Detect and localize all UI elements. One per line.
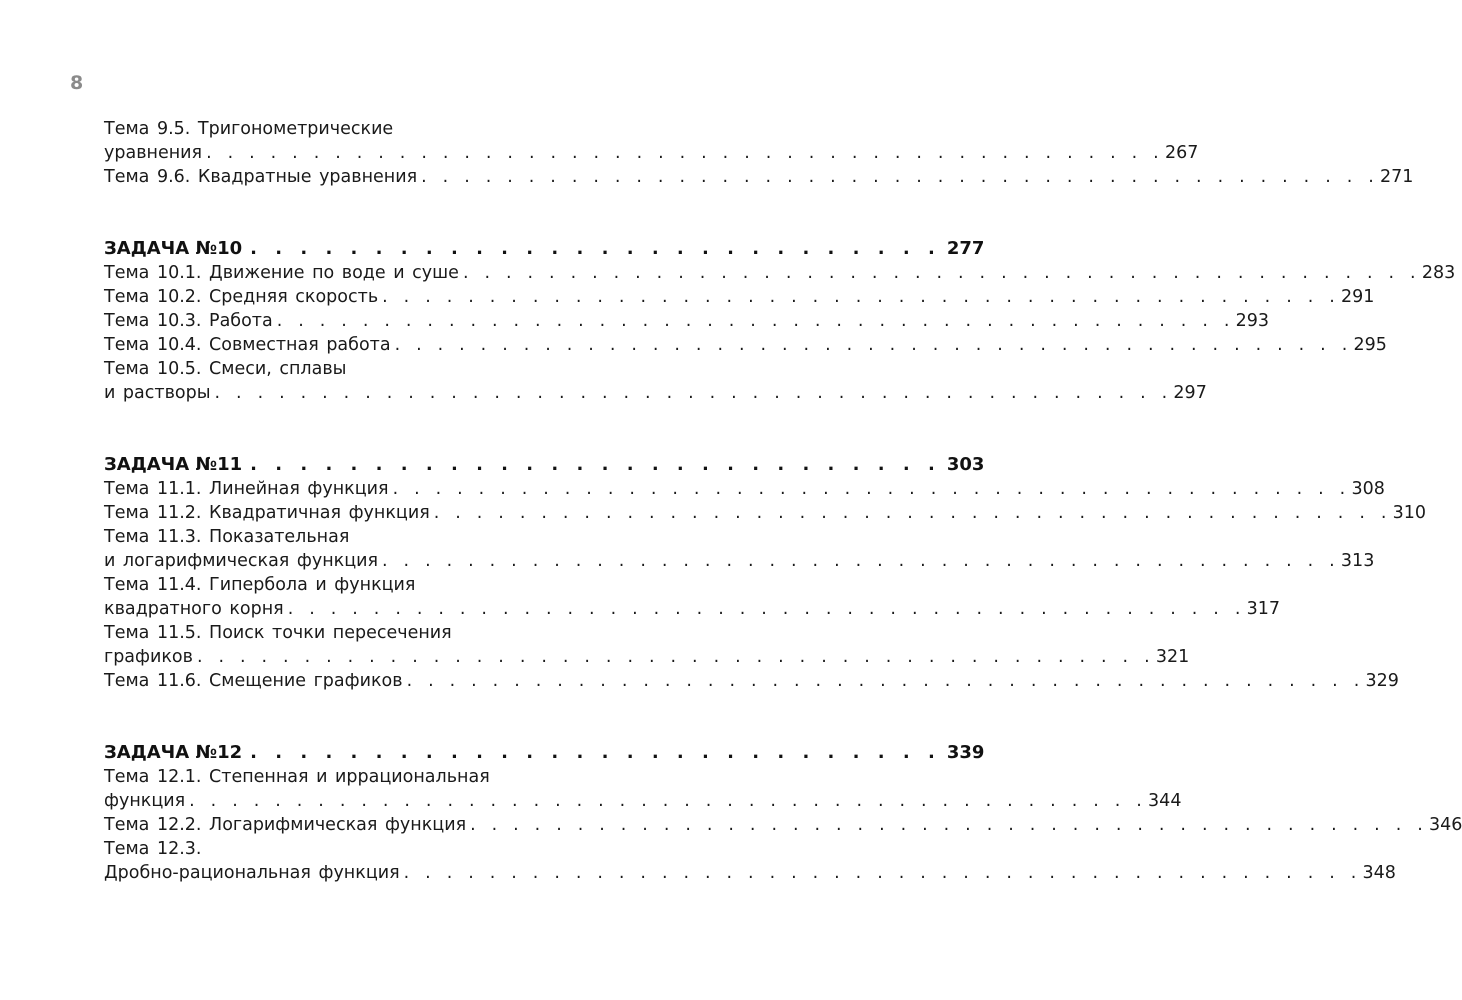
toc-entry[interactable] (104, 765, 1182, 813)
leader-dots: . . . . . . . . . . . . . . . . . . . . . . . . . . . . . . . . . . . . . . . . . . . . . (433, 503, 1391, 523)
leader-dots: . . . . . . . . . . . . . . . . . . . . . . . . . . . . (250, 454, 941, 475)
section-heading-title: ЗАДАЧА №11 (104, 454, 243, 475)
toc-entry-line (104, 573, 535, 597)
section-heading-title: ЗАДАЧА №12 (104, 742, 243, 763)
toc-entry-page: 297 (1173, 383, 1207, 403)
toc-entry-text: Дробно-рациональная функция (104, 863, 400, 883)
toc-entry-line (104, 837, 535, 861)
toc-entry-page: 321 (1155, 647, 1190, 667)
section-gap (104, 405, 535, 453)
toc-entry-page: 317 (1246, 599, 1280, 619)
toc-entry-text: и логарифмическая функция (104, 551, 379, 571)
toc-entry-line (104, 645, 1190, 669)
toc-entry-line (104, 381, 1207, 405)
toc-entry-line (104, 525, 535, 549)
section-heading[interactable] (104, 237, 985, 261)
toc-entry-text: Тема 11.1. Линейная функция (104, 479, 389, 499)
toc-entry-text: Тема 12.1. Степенная и иррациональная (104, 767, 490, 787)
toc-entry-line (104, 861, 1396, 885)
leader-dots: . . . . . . . . . . . . . . . . . . . . . . . . . . . . . . . . . . . . . . . . . . . . . (392, 479, 1350, 499)
toc-entry[interactable] (104, 621, 1190, 669)
leader-dots: . . . . . . . . . . . . . . . . . . . . . . . . . . . . . . . . . . . . . . . . . . . . . (382, 551, 1339, 571)
toc-entry[interactable] (104, 285, 1375, 309)
toc-entry-line (104, 597, 1280, 621)
toc-section (104, 117, 1414, 189)
toc-entry-text: функция (104, 791, 186, 811)
leader-dots: . . . . . . . . . . . . . . . . . . . . . . . . . . . . . . . . . . . . . . . . . . . . . (276, 311, 1234, 331)
toc-entry-line (104, 261, 1456, 285)
section-heading[interactable] (104, 741, 985, 765)
toc-entry-page: 348 (1362, 863, 1396, 883)
toc-entry-page: 295 (1353, 335, 1387, 355)
section-gap (104, 189, 535, 237)
leader-dots: . . . . . . . . . . . . . . . . . . . . . . . . . . . . . . . . . . . . . . . . . . . . . (189, 791, 1147, 811)
toc-entry[interactable] (104, 501, 1427, 525)
toc-entry-text: Тема 12.3. (104, 839, 202, 859)
toc-entry-text: Тема 10.5. Смеси, сплавы (104, 359, 347, 379)
toc-entry-page: 329 (1365, 671, 1399, 691)
toc-section (104, 453, 1427, 693)
toc-entry-text: и растворы (104, 383, 211, 403)
leader-dots: . . . . . . . . . . . . . . . . . . . . . . . . . . . . . . . . . . . . . . . . . . . . . (196, 647, 1154, 667)
toc-entry-line (104, 621, 535, 645)
toc-entry-line (104, 117, 535, 141)
toc-entry[interactable] (104, 309, 1270, 333)
section-heading-page: 277 (946, 238, 985, 259)
toc-entry-line (104, 765, 535, 789)
toc-entry[interactable] (104, 525, 1375, 573)
toc-entry-page: 310 (1392, 503, 1427, 523)
toc-entry-line (104, 165, 1414, 189)
leader-dots: . . . . . . . . . . . . . . . . . . . . . . . . . . . . . . . . . . . . . . . . . . . . . (287, 599, 1245, 619)
toc-entry-text: графиков (104, 647, 193, 667)
toc-entry-text: уравнения (104, 143, 203, 163)
leader-dots: . . . . . . . . . . . . . . . . . . . . . . . . . . . . . . . . . . . . . . . . . . . . . (206, 143, 1163, 163)
toc-entry-text: Тема 9.5. Тригонометрические (104, 119, 394, 139)
toc-entry-line (104, 141, 1199, 165)
toc-entry-page: 267 (1164, 143, 1199, 163)
toc-entry[interactable] (104, 333, 1387, 357)
toc-entry-line (104, 309, 1270, 333)
toc-entry-line (104, 333, 1387, 357)
toc-entry[interactable] (104, 261, 1456, 285)
leader-dots: . . . . . . . . . . . . . . . . . . . . . . . . . . . . . . . . . . . . . . . . . . . . . (421, 167, 1379, 187)
toc-entry-page: 344 (1148, 791, 1182, 811)
toc-entry[interactable] (104, 573, 1280, 621)
section-heading-page: 303 (946, 454, 985, 475)
section-heading[interactable] (104, 453, 985, 477)
toc-entry-text: Тема 11.3. Показательная (104, 527, 350, 547)
toc-entry[interactable] (104, 669, 1399, 693)
toc-entry-page: 271 (1380, 167, 1414, 187)
toc-entry-text: Тема 10.2. Средняя скорость (104, 287, 379, 307)
toc-entry-line (104, 357, 535, 381)
section-heading-title: ЗАДАЧА №10 (104, 238, 243, 259)
toc-entry-page: 283 (1421, 263, 1456, 283)
leader-dots: . . . . . . . . . . . . . . . . . . . . . . . . . . . . . . . . . . . . . . . . . . . . . (394, 335, 1352, 355)
toc-entry-text: Тема 11.5. Поиск точки пересечения (104, 623, 452, 643)
table-of-contents (104, 117, 1462, 885)
leader-dots: . . . . . . . . . . . . . . . . . . . . . . . . . . . . . . . . . . . . . . . . . . . . . (406, 671, 1364, 691)
toc-entry-text: Тема 10.3. Работа (104, 311, 273, 331)
toc-entry-page: 293 (1235, 311, 1270, 331)
leader-dots: . . . . . . . . . . . . . . . . . . . . . . . . . . . . . . . . . . . . . . . . . . . . . (214, 383, 1172, 403)
page-number: 8 (70, 72, 84, 94)
leader-dots: . . . . . . . . . . . . . . . . . . . . . . . . . . . . . . . . . . . . . . . . . . . . . (462, 263, 1420, 283)
toc-entry-text: Тема 11.4. Гипербола и функция (104, 575, 416, 595)
toc-entry-line (104, 285, 1375, 309)
toc-entry-page: 291 (1341, 287, 1375, 307)
toc-entry[interactable] (104, 477, 1385, 501)
toc-entry-line (104, 669, 1399, 693)
toc-entry-page: 313 (1340, 551, 1375, 571)
toc-entry[interactable] (104, 357, 1207, 405)
toc-entry-line (104, 813, 1462, 837)
toc-entry[interactable] (104, 117, 1199, 165)
toc-entry-text: Тема 10.4. Совместная работа (104, 335, 391, 355)
toc-section (104, 237, 1456, 405)
toc-entry-line (104, 549, 1375, 573)
toc-entry-page: 308 (1351, 479, 1385, 499)
toc-entry[interactable] (104, 165, 1414, 189)
leader-dots: . . . . . . . . . . . . . . . . . . . . . . . . . . . . (250, 742, 941, 763)
section-gap (104, 693, 535, 741)
toc-entry-text: Тема 12.2. Логарифмическая функция (104, 815, 467, 835)
toc-entry[interactable] (104, 837, 1396, 885)
toc-entry-line (104, 789, 1182, 813)
leader-dots: . . . . . . . . . . . . . . . . . . . . . . . . . . . . . . . . . . . . . . . . . . . . . (403, 863, 1361, 883)
toc-entry-text: Тема 10.1. Движение по воде и суше (104, 263, 459, 283)
toc-entry[interactable] (104, 813, 1462, 837)
toc-entry-text: Тема 11.2. Квадратичная функция (104, 503, 430, 523)
leader-dots: . . . . . . . . . . . . . . . . . . . . . . . . . . . . (250, 238, 941, 259)
section-heading-page: 339 (946, 742, 985, 763)
toc-entry-text: квадратного корня (104, 599, 284, 619)
leader-dots: . . . . . . . . . . . . . . . . . . . . . . . . . . . . . . . . . . . . . . . . . . . . . (382, 287, 1340, 307)
toc-entry-text: Тема 11.6. Смещение графиков (104, 671, 403, 691)
leader-dots: . . . . . . . . . . . . . . . . . . . . . . . . . . . . . . . . . . . . . . . . . . . . . (470, 815, 1427, 835)
toc-entry-page: 346 (1428, 815, 1462, 835)
toc-entry-line (104, 477, 1385, 501)
toc-entry-text: Тема 9.6. Квадратные уравнения (104, 167, 418, 187)
toc-entry-line (104, 501, 1427, 525)
toc-section (104, 741, 1462, 885)
